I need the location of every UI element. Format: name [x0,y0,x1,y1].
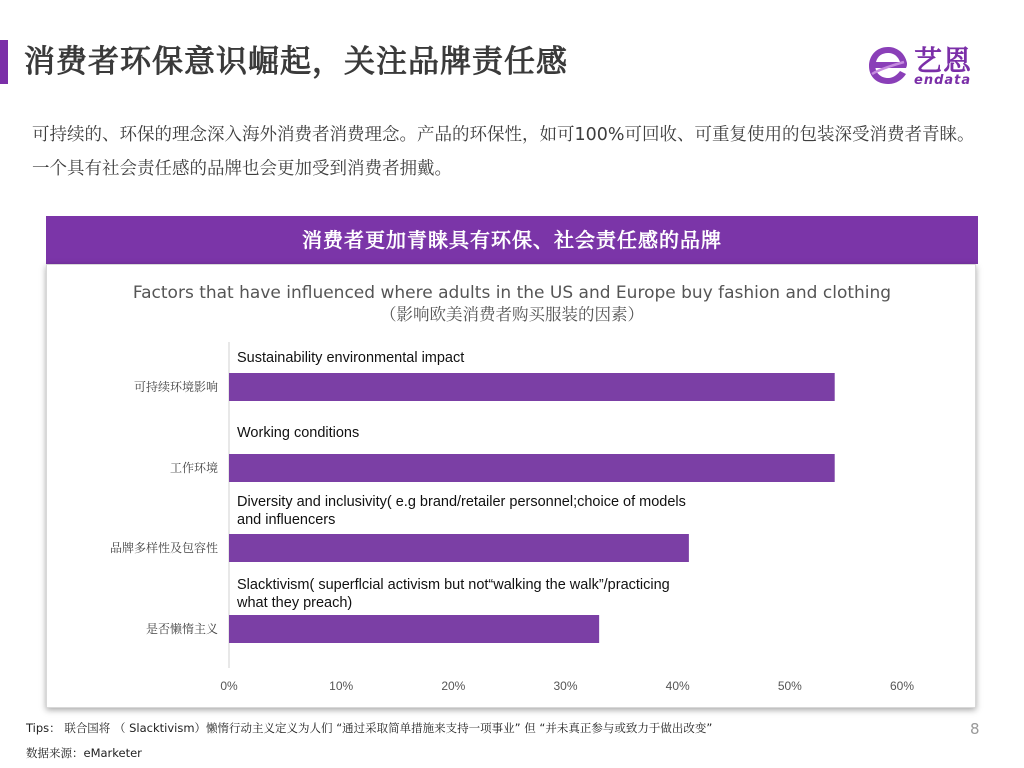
bar-annotation-0-0: Sustainability environmental impact [237,350,465,366]
data-source: 数据来源：eMarketer [26,746,142,760]
intro-paragraph: 可持续的、环保的理念深入海外消费者消费理念。产品的环保性，如可100%可回收、可重复使用的包装深受消费者青睐。一个具有社会责任感的品牌也会更加受到消费者拥戴。 [32,125,975,179]
x-tick-label-5: 50% [777,679,802,693]
x-tick-label-2: 20% [441,679,466,693]
x-tick-label-1: 10% [329,679,354,693]
footer-tips: Tips： 联合国将 （ Slacktivism）懒惰行动主义定义为人们 “通过采取简单措施来支持一项事业” 但 “并未真正参与或致力于做出改变” [26,721,713,735]
category-label-0: 可持续环境影响 [133,380,218,394]
logo-text-en: endata [914,73,972,88]
category-label-2: 品牌多样性及包容性 [109,541,218,555]
bar-2 [229,534,689,562]
bar-annotation-2-1: and influencers [237,512,336,528]
chart-subtitle: （影响欧美消费者购买服装的因素） [380,305,644,324]
category-label-3: 是否懒惰主义 [145,622,218,636]
page-number: 8 [970,720,980,738]
bar-1 [229,454,835,482]
bar-annotation-3-0: Slacktivism( superflcial activism but not“walking the walk”/practicing [237,577,670,593]
category-label-1: 工作环境 [169,461,218,475]
bar-3 [229,615,599,643]
page-title: 消费者环保意识崛起，关注品牌责任感 [24,44,568,80]
logo-text-cn: 艺恩 [914,44,973,77]
x-tick-label-0: 0% [220,679,238,693]
x-tick-label-6: 60% [889,679,915,693]
x-tick-label-3: 30% [553,679,578,693]
bar-0 [229,373,835,401]
bar-annotation-3-1: what they preach) [237,595,353,611]
bar-annotation-2-0: Diversity and inclusivity( e.g brand/retailer personnel;choice of models [237,494,686,510]
x-tick-label-4: 40% [665,679,690,693]
chart-banner: 消费者更加青睐具有环保、社会责任感的品牌 [46,216,978,264]
chart-title: Factors that have influenced where adults in the US and Europe buy fashion and clothing [132,283,892,303]
bar-annotation-1-0: Working conditions [237,425,360,441]
